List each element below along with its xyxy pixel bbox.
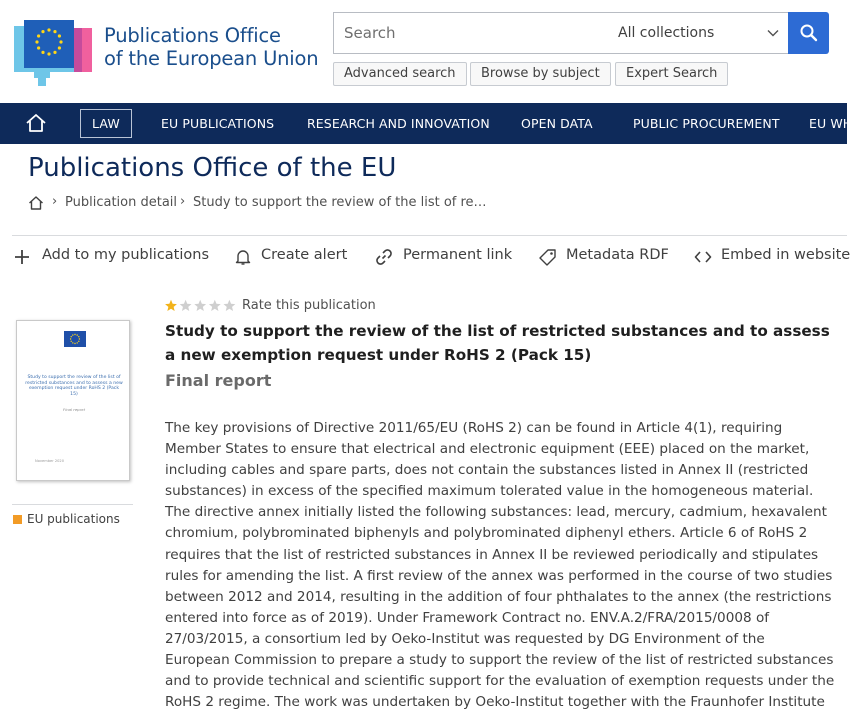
breadcrumb-item-current: Study to support the review of the list of re… <box>193 195 487 210</box>
embed-in-website-label: Embed in website <box>721 247 851 263</box>
search-icon <box>799 23 819 43</box>
create-alert-label: Create alert <box>261 247 348 263</box>
nav-item-eu-wh[interactable]: EU WH <box>809 116 852 131</box>
star-icon[interactable] <box>165 300 177 311</box>
divider <box>12 235 847 236</box>
collection-color-square <box>13 515 22 524</box>
publication-abstract: The key provisions of Directive 2011/65/EU (RoHS 2) can be found in Article 4(1), requiring Member States to ensure that electrical and electronic equipment (EEE) placed on the market, including cables and spare parts, does not contain the substances listed in Annex II (restricted substances) in excess of the specified maximum tolerated value in the homogeneous material. The directive annex initially listed the following substances: lead, mercury, cadmium, hexavalent chromium, polybrominated biphenyls and polybrominated diphenyl ethers. Article 6 of RoHS 2 requires that the list of restricted substances in Annex II be reviewed periodically and stipulates rules for amending the list. A first review of the annex was performed in the course of two studies between 2012 and 2014, resulting in the addition of four phthalates to the annex (the restrictions entered into force as of 2019). Under Framework Contract no. ENV.A.2/FRA/2015/0008 of 27/03/2015, a consortium led by Oeko-Institut was requested by DG Environment of the European Commission to prepare a study to support the review of the list of restricted substances and to provide technical and scientific support for the evaluation of exemption requests under the RoHS 2 regime. The work was undertaken by Oeko-Institut together with the Fraunhofer Institute <box>165 420 835 711</box>
rating-stars[interactable] <box>164 299 238 313</box>
metadata-rdf-label: Metadata RDF <box>566 247 669 263</box>
search-input[interactable] <box>334 13 604 53</box>
eu-flag-icon <box>64 331 86 347</box>
page-title: Publications Office of the EU <box>28 153 397 183</box>
rate-this-publication-label: Rate this publication <box>242 298 376 313</box>
site-logo-text[interactable] <box>104 24 318 70</box>
main-navigation <box>0 103 852 144</box>
add-to-my-publications-label: Add to my publications <box>42 247 210 263</box>
star-icon[interactable] <box>194 300 206 311</box>
breadcrumb-separator: › <box>180 194 186 209</box>
plus-icon <box>13 248 31 266</box>
collections-select[interactable] <box>618 13 788 53</box>
home-icon[interactable] <box>24 112 48 134</box>
publication-title: Study to support the review of the list of restricted substances and to assess a new exemption request under RoHS 2 (Pack 15) <box>165 322 830 364</box>
breadcrumb-item-publication-detail[interactable]: Publication detail <box>65 195 178 210</box>
star-icon[interactable] <box>209 300 221 311</box>
nav-item-public-procurement[interactable]: PUBLIC PROCUREMENT <box>633 116 780 131</box>
nav-item-eu-publications[interactable]: EU PUBLICATIONS <box>161 116 275 131</box>
breadcrumb-separator: › <box>52 194 58 209</box>
cover-subtitle: Final report <box>63 407 85 412</box>
publication-cover-thumbnail[interactable] <box>16 320 130 481</box>
cover-title: Study to support the review of the list of restricted substances and to assess a new exemption request under RoHS 2 (Pack 15) <box>25 375 123 397</box>
publication-subtitle: Final report <box>165 371 272 390</box>
star-icon[interactable] <box>180 300 192 311</box>
link-icon <box>375 248 393 266</box>
logo-line-1: Publications Office <box>104 24 281 47</box>
collection-tag-label: EU publications <box>27 512 120 526</box>
nav-item-law[interactable]: LAW <box>80 109 132 138</box>
expert-search-button[interactable]: Expert Search <box>615 62 728 86</box>
tag-icon <box>539 248 557 266</box>
search-button[interactable] <box>788 12 829 54</box>
collections-select-label: All collections <box>618 25 715 41</box>
search-box <box>333 12 788 54</box>
chevron-down-icon <box>766 26 780 40</box>
browse-by-subject-button[interactable]: Browse by subject <box>470 62 611 86</box>
permanent-link-label: Permanent link <box>403 247 513 263</box>
nav-item-open-data[interactable]: OPEN DATA <box>521 116 593 131</box>
bell-icon <box>234 248 252 266</box>
home-icon[interactable] <box>28 195 44 211</box>
star-icon[interactable] <box>224 300 236 311</box>
advanced-search-button[interactable]: Advanced search <box>333 62 467 86</box>
publications-office-logo[interactable] <box>14 20 94 90</box>
divider <box>12 504 133 505</box>
site-header <box>0 0 847 103</box>
cover-footer: November 2020 <box>35 459 64 463</box>
nav-item-research-and-innovation[interactable]: RESEARCH AND INNOVATION <box>307 116 490 131</box>
code-icon <box>694 248 712 266</box>
logo-line-2: of the European Union <box>104 47 319 70</box>
